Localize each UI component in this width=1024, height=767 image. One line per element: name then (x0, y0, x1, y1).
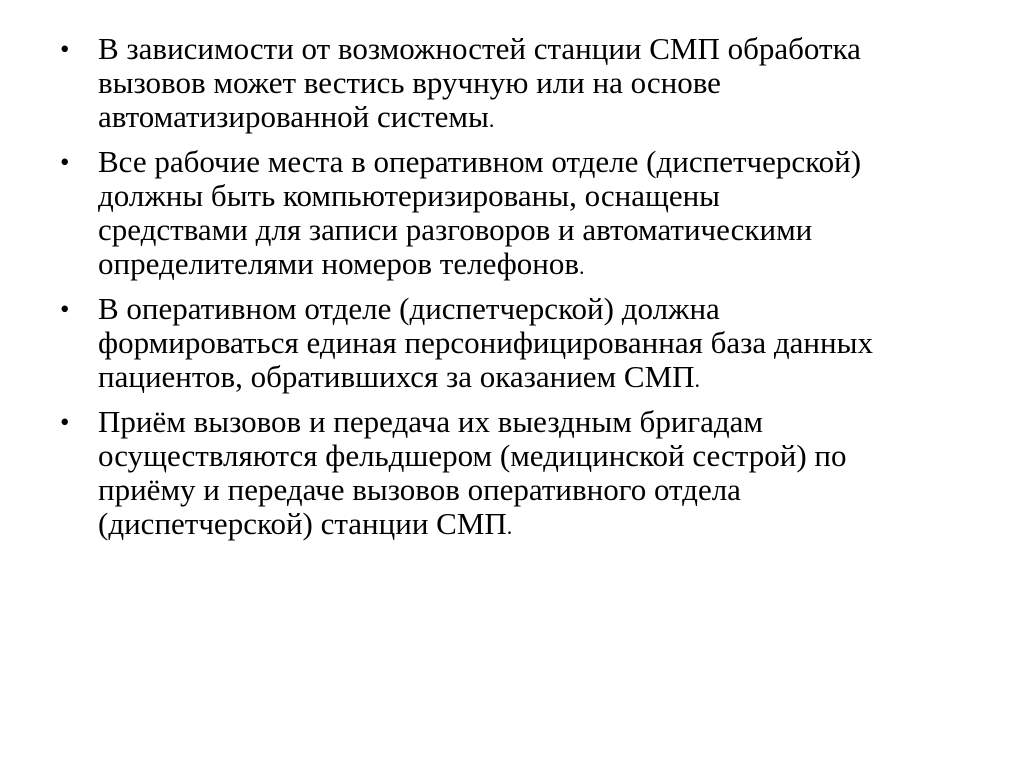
bullet-dot-icon: • (60, 34, 70, 64)
bullet-list (60, 32, 980, 552)
bullet-text: Приём вызовов и передача их выездным бригадам осуществляются фельдшером (медицинской сестрой) по приёму и передаче вызовов оперативного отдела (диспетчерской) станции СМП (98, 404, 847, 541)
bullet-end: . (506, 514, 513, 539)
bullet-text: В зависимости от возможностей станции СМП обработка вызовов может вестись вручную или на основе автоматизированной системы (98, 31, 861, 134)
bullet-dot-icon: • (60, 147, 70, 177)
bullet-dot-icon: • (60, 407, 70, 437)
bullet-text: В оперативном отделе (диспетчерской) должна формироваться единая персонифицированная база данных пациентов, обратившихся за оказанием СМП (98, 291, 873, 394)
bullet-end: . (579, 254, 585, 279)
bullet-item-4 (60, 405, 980, 544)
bullet-text: Все рабочие места в оперативном отделе (диспетчерской) должны быть компьютеризированы, оснащены средствами для записи разговоров и автоматическими определителями номеров телефонов (98, 144, 862, 281)
bullet-item-2 (60, 145, 980, 284)
bullet-item-1 (60, 32, 980, 137)
bullet-dot-icon: • (60, 294, 70, 324)
bullet-end: . (694, 367, 701, 392)
bullet-item-3 (60, 292, 980, 397)
bullet-end: . (488, 107, 495, 132)
